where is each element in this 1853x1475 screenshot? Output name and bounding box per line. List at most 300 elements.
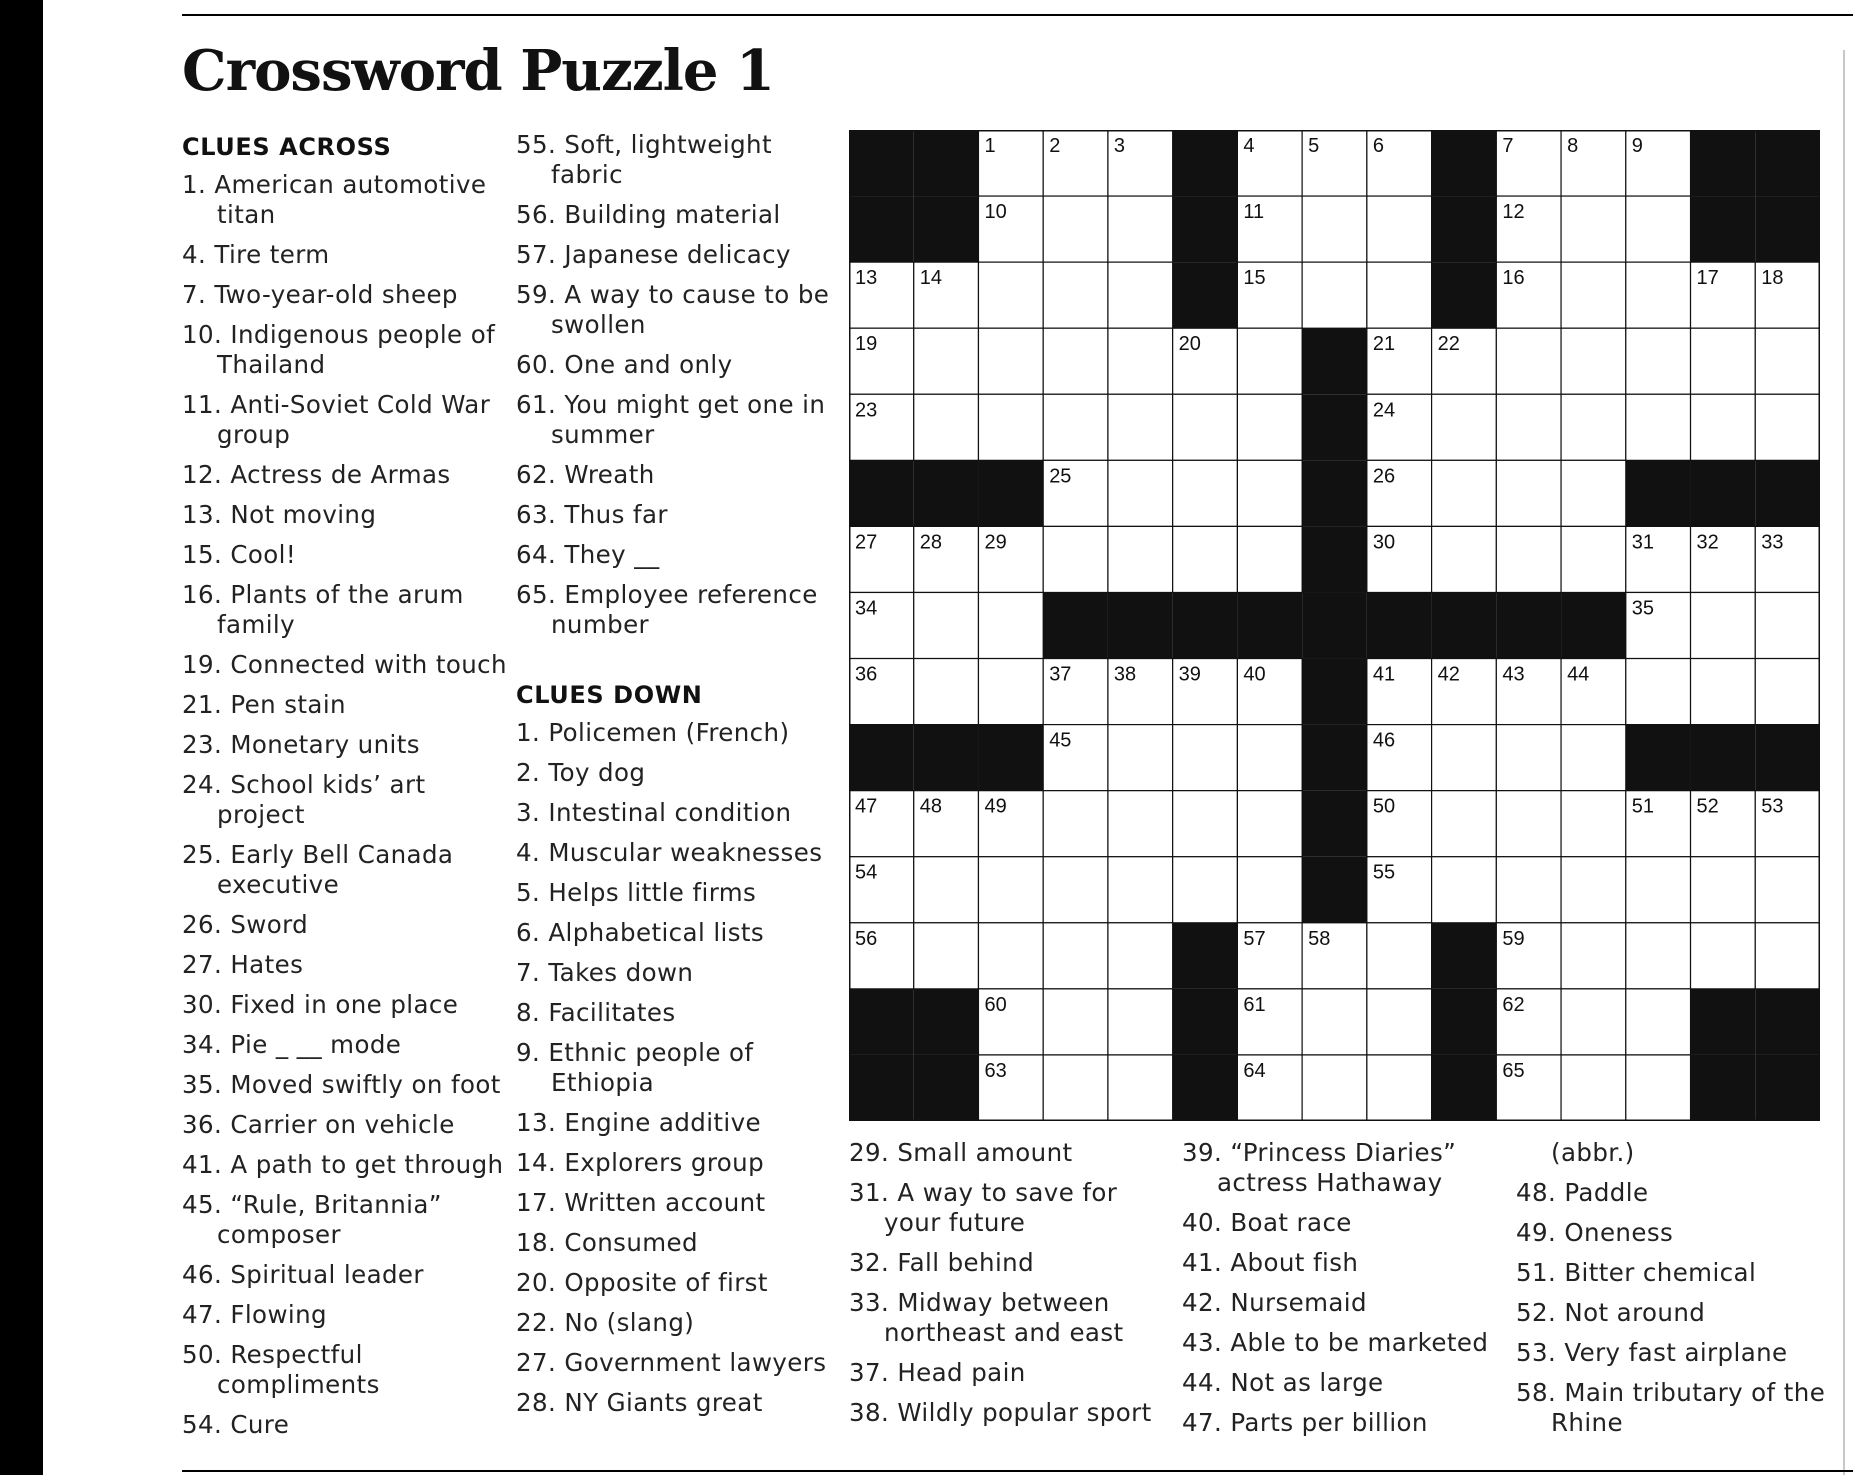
cell-number: 43 xyxy=(1502,663,1525,686)
grid-cell[interactable] xyxy=(1496,725,1561,791)
grid-cell[interactable] xyxy=(1237,526,1302,592)
clue-item: 28. NY Giants great xyxy=(516,1388,763,1417)
cell-number: 63 xyxy=(984,1059,1007,1082)
clue-item: 47. Parts per billion xyxy=(1182,1408,1428,1437)
grid-cell[interactable] xyxy=(1561,791,1626,857)
cell-number: 33 xyxy=(1761,531,1784,554)
cell-number: 48 xyxy=(919,795,942,818)
cell-number: 26 xyxy=(1372,465,1396,488)
clue-item: 9. Ethnic people of Ethiopia xyxy=(516,1038,754,1097)
cell-number: 52 xyxy=(1696,795,1719,818)
grid-cell[interactable] xyxy=(1108,328,1173,394)
clue-item: 4. Tire term xyxy=(182,240,330,269)
bottom-rule xyxy=(182,1470,1853,1472)
grid-cell[interactable] xyxy=(978,659,1043,725)
black-square xyxy=(914,989,979,1055)
clue-item: 45. “Rule, Britannia” composer xyxy=(182,1190,442,1249)
grid-cell[interactable] xyxy=(1108,725,1173,791)
clue-item: 35. Moved swiftly on foot xyxy=(182,1070,501,1099)
grid-cell[interactable] xyxy=(1691,328,1756,394)
cell-number: 34 xyxy=(855,597,878,620)
black-square xyxy=(1302,394,1367,460)
clue-item: 36. Carrier on vehicle xyxy=(182,1110,455,1139)
grid-cell[interactable] xyxy=(1432,460,1497,526)
black-square xyxy=(1561,592,1626,658)
clues-down-column-5 xyxy=(1516,1138,1836,1448)
cell-number: 57 xyxy=(1243,927,1266,950)
grid-cell[interactable] xyxy=(1496,328,1561,394)
grid-cell[interactable] xyxy=(1755,857,1820,923)
clue-item: 34. Pie _ __ mode xyxy=(182,1030,402,1059)
clue-item: 7. Two-year-old sheep xyxy=(182,280,458,309)
clue-item: 19. Connected with touch xyxy=(182,650,507,679)
cell-number: 55 xyxy=(1372,861,1396,884)
black-square xyxy=(849,196,914,262)
clue-item: 24. School kids’ art project xyxy=(182,770,426,829)
grid-cell[interactable] xyxy=(978,328,1043,394)
cell-number: 50 xyxy=(1372,795,1396,818)
cell-number: 23 xyxy=(855,399,878,422)
black-square xyxy=(914,196,979,262)
clue-item: 23. Monetary units xyxy=(182,730,420,759)
clue-item: 7. Takes down xyxy=(516,958,694,987)
grid-cell[interactable] xyxy=(1561,328,1626,394)
clue-item: 1. American automotive titan xyxy=(182,170,487,229)
grid-cell[interactable] xyxy=(1626,262,1691,328)
black-square xyxy=(1432,923,1497,989)
grid-cell[interactable] xyxy=(1691,923,1756,989)
clue-item: 11. Anti-Soviet Cold War group xyxy=(182,390,491,449)
black-square xyxy=(1302,526,1367,592)
clue-item: 26. Sword xyxy=(182,910,309,939)
grid-cell[interactable] xyxy=(1043,857,1108,923)
cell-number: 3 xyxy=(1113,135,1126,157)
grid-cell[interactable] xyxy=(1043,394,1108,460)
grid-cell[interactable] xyxy=(1626,659,1691,725)
clue-continuation: (abbr.) xyxy=(1551,1138,1635,1167)
black-square xyxy=(1626,725,1691,791)
black-square xyxy=(914,460,979,526)
clue-item: 15. Cool! xyxy=(182,540,297,569)
black-square xyxy=(914,725,979,791)
cell-number: 9 xyxy=(1631,135,1643,157)
grid-cell[interactable] xyxy=(1237,725,1302,791)
cell-number: 30 xyxy=(1372,531,1396,554)
black-square xyxy=(1755,460,1820,526)
clue-item: 3. Intestinal condition xyxy=(516,798,792,827)
clue-item: 31. A way to save for your future xyxy=(849,1178,1118,1237)
cell-number: 47 xyxy=(855,795,878,818)
clue-item: 16. Plants of the arum family xyxy=(182,580,464,639)
cell-number: 7 xyxy=(1502,135,1514,157)
clue-item: 10. Indigenous people of Thailand xyxy=(182,320,496,379)
black-square xyxy=(1173,262,1238,328)
grid-cell[interactable] xyxy=(1173,526,1238,592)
cell-number: 6 xyxy=(1372,135,1384,157)
black-square xyxy=(849,460,914,526)
grid-cell[interactable] xyxy=(978,592,1043,658)
black-square xyxy=(914,130,979,196)
clue-item: 48. Paddle xyxy=(1516,1178,1649,1207)
grid-cell[interactable] xyxy=(1237,328,1302,394)
black-square xyxy=(1173,592,1238,658)
grid-cell[interactable] xyxy=(1367,1055,1432,1121)
grid-cell[interactable] xyxy=(1237,460,1302,526)
black-square xyxy=(1432,130,1497,196)
grid-cell[interactable] xyxy=(1043,328,1108,394)
black-square xyxy=(1432,989,1497,1055)
black-square xyxy=(978,725,1043,791)
cell-number: 24 xyxy=(1372,399,1396,422)
grid-cell[interactable] xyxy=(1691,659,1756,725)
black-square xyxy=(849,989,914,1055)
cell-number: 1 xyxy=(984,135,996,157)
grid-cell[interactable] xyxy=(1367,262,1432,328)
grid-cell[interactable] xyxy=(1302,196,1367,262)
left-edge-bar xyxy=(0,0,43,1475)
clue-item: 12. Actress de Armas xyxy=(182,460,451,489)
black-square xyxy=(1302,328,1367,394)
grid-cell[interactable] xyxy=(1755,923,1820,989)
cell-number: 59 xyxy=(1502,927,1525,950)
cell-number: 36 xyxy=(855,663,878,686)
grid-cell[interactable] xyxy=(1302,989,1367,1055)
cell-number: 11 xyxy=(1243,201,1265,224)
black-square xyxy=(1302,659,1367,725)
grid-cell[interactable] xyxy=(1626,857,1691,923)
grid-cell[interactable] xyxy=(1108,989,1173,1055)
grid-cell[interactable] xyxy=(1173,791,1238,857)
grid-cell[interactable] xyxy=(1108,791,1173,857)
grid-cell[interactable] xyxy=(914,923,979,989)
grid-cell[interactable] xyxy=(1691,394,1756,460)
cell-number: 20 xyxy=(1178,333,1201,356)
black-square xyxy=(1108,592,1173,658)
grid-cell[interactable] xyxy=(1108,394,1173,460)
grid-cell[interactable] xyxy=(1561,1055,1626,1121)
grid-cell[interactable] xyxy=(1496,857,1561,923)
clue-item: 41. A path to get through xyxy=(182,1150,504,1179)
grid-cell[interactable] xyxy=(1043,989,1108,1055)
grid-cell[interactable] xyxy=(914,857,979,923)
grid-cell[interactable] xyxy=(1561,262,1626,328)
clue-item: 63. Thus far xyxy=(516,500,668,529)
cell-number: 51 xyxy=(1631,795,1655,818)
cell-number: 54 xyxy=(855,861,878,884)
clue-item: 29. Small amount xyxy=(849,1138,1073,1167)
grid-cell[interactable] xyxy=(1173,857,1238,923)
grid-cell[interactable] xyxy=(1626,394,1691,460)
clue-item: 25. Early Bell Canada executive xyxy=(182,840,454,899)
clue-item: 60. One and only xyxy=(516,350,733,379)
grid-cell[interactable] xyxy=(1108,196,1173,262)
grid-cell[interactable] xyxy=(1561,394,1626,460)
black-square xyxy=(1173,923,1238,989)
black-square xyxy=(1173,196,1238,262)
clue-list xyxy=(849,1138,1169,1428)
black-square xyxy=(1755,1055,1820,1121)
grid-cell[interactable] xyxy=(1432,857,1497,923)
cell-number: 12 xyxy=(1502,201,1525,224)
grid-cell[interactable] xyxy=(1561,857,1626,923)
cell-number: 62 xyxy=(1502,993,1525,1016)
clue-item: 40. Boat race xyxy=(1182,1208,1352,1237)
black-square xyxy=(1237,592,1302,658)
grid-cell[interactable] xyxy=(1626,1055,1691,1121)
clue-item: 50. Respectful compliments xyxy=(182,1340,380,1399)
grid-cell[interactable] xyxy=(1108,923,1173,989)
black-square xyxy=(1302,460,1367,526)
black-square xyxy=(1302,592,1367,658)
clue-item: 13. Not moving xyxy=(182,500,377,529)
grid-cell[interactable] xyxy=(1496,394,1561,460)
grid-cell[interactable] xyxy=(1755,659,1820,725)
grid-cell[interactable] xyxy=(1432,526,1497,592)
grid-cell[interactable] xyxy=(1108,262,1173,328)
grid-cell[interactable] xyxy=(1561,460,1626,526)
clue-item: 1. Policemen (French) xyxy=(516,718,790,747)
grid-cell[interactable] xyxy=(914,328,979,394)
clues-middle-column xyxy=(516,130,841,1428)
grid-cell[interactable] xyxy=(1108,1055,1173,1121)
cell-number: 58 xyxy=(1308,927,1331,950)
clue-item: 64. They __ xyxy=(516,540,660,569)
cell-number: 44 xyxy=(1567,663,1590,686)
clues-down-column-4 xyxy=(1182,1138,1502,1448)
clue-item: 39. “Princess Diaries” actress Hathaway xyxy=(1182,1138,1457,1197)
page-title: Crossword Puzzle 1 xyxy=(182,38,774,104)
clue-list xyxy=(1516,1178,1836,1438)
grid-cell[interactable] xyxy=(1561,725,1626,791)
clue-item: 46. Spiritual leader xyxy=(182,1260,424,1289)
black-square xyxy=(849,1055,914,1121)
cell-number: 5 xyxy=(1308,135,1320,157)
grid-cell[interactable] xyxy=(1626,196,1691,262)
clue-item: 54. Cure xyxy=(182,1410,290,1439)
black-square xyxy=(1755,196,1820,262)
top-rule xyxy=(182,14,1853,16)
black-square xyxy=(849,130,914,196)
clue-list xyxy=(516,718,841,1418)
clue-item: 53. Very fast airplane xyxy=(1516,1338,1788,1367)
clues-down-column-3 xyxy=(849,1138,1169,1438)
cell-number: 2 xyxy=(1049,135,1061,157)
grid-cell[interactable] xyxy=(1367,923,1432,989)
black-square xyxy=(1302,857,1367,923)
cell-number: 35 xyxy=(1631,597,1655,620)
grid-svg xyxy=(849,130,1820,1121)
cell-number: 64 xyxy=(1243,1059,1266,1082)
grid-cell[interactable] xyxy=(914,592,979,658)
grid-cell[interactable] xyxy=(1043,526,1108,592)
black-square xyxy=(1755,989,1820,1055)
clue-item: 22. No (slang) xyxy=(516,1308,695,1337)
clue-item: 30. Fixed in one place xyxy=(182,990,459,1019)
cell-number: 61 xyxy=(1243,993,1266,1016)
clue-item: 52. Not around xyxy=(1516,1298,1706,1327)
grid-cell[interactable] xyxy=(978,857,1043,923)
grid-cell[interactable] xyxy=(1237,791,1302,857)
grid-cell[interactable] xyxy=(914,659,979,725)
cell-number: 22 xyxy=(1437,333,1460,356)
grid-cell[interactable] xyxy=(1173,460,1238,526)
grid-cell[interactable] xyxy=(1496,791,1561,857)
cell-number: 53 xyxy=(1761,795,1784,818)
cell-number: 60 xyxy=(984,993,1007,1016)
grid-cell[interactable] xyxy=(1755,592,1820,658)
grid-cell[interactable] xyxy=(978,262,1043,328)
cell-number: 28 xyxy=(919,531,942,554)
grid-cell[interactable] xyxy=(1691,857,1756,923)
clue-item: 42. Nursemaid xyxy=(1182,1288,1367,1317)
grid-cell[interactable] xyxy=(1302,262,1367,328)
grid-cell[interactable] xyxy=(1043,262,1108,328)
clues-down-heading: CLUES DOWN xyxy=(516,681,703,709)
clue-item: 17. Written account xyxy=(516,1188,766,1217)
grid-cell[interactable] xyxy=(1367,196,1432,262)
grid-cell[interactable] xyxy=(1432,394,1497,460)
black-square xyxy=(1432,1055,1497,1121)
clue-item: 27. Hates xyxy=(182,950,304,979)
cell-number: 18 xyxy=(1761,267,1784,290)
cell-number: 40 xyxy=(1243,663,1266,686)
black-square xyxy=(1173,989,1238,1055)
black-square xyxy=(1432,262,1497,328)
grid-cell[interactable] xyxy=(1626,328,1691,394)
black-square xyxy=(1755,130,1820,196)
cell-number: 45 xyxy=(1049,729,1072,752)
grid-cell[interactable] xyxy=(1561,526,1626,592)
clue-item: 44. Not as large xyxy=(1182,1368,1384,1397)
clue-item: 43. Able to be marketed xyxy=(1182,1328,1489,1357)
grid-cell[interactable] xyxy=(1432,725,1497,791)
cell-number: 15 xyxy=(1243,267,1266,290)
black-square xyxy=(978,460,1043,526)
grid-cell[interactable] xyxy=(1561,989,1626,1055)
grid-cell[interactable] xyxy=(1496,526,1561,592)
grid-cell[interactable] xyxy=(1043,791,1108,857)
clue-item: 32. Fall behind xyxy=(849,1248,1035,1277)
clue-item: 49. Oneness xyxy=(1516,1218,1674,1247)
black-square xyxy=(849,725,914,791)
clue-item: 62. Wreath xyxy=(516,460,655,489)
cell-number: 8 xyxy=(1567,135,1579,157)
black-square xyxy=(914,1055,979,1121)
cell-number: 10 xyxy=(984,201,1007,224)
cell-number: 39 xyxy=(1178,663,1201,686)
black-square xyxy=(1173,130,1238,196)
clue-item: 65. Employee reference number xyxy=(516,580,818,639)
black-square xyxy=(1691,460,1756,526)
black-square xyxy=(1432,196,1497,262)
black-square xyxy=(1691,989,1756,1055)
grid-cell[interactable] xyxy=(1367,989,1432,1055)
clue-list xyxy=(516,130,841,640)
clue-item: 38. Wildly popular sport xyxy=(849,1398,1152,1427)
clue-item: 47. Flowing xyxy=(182,1300,327,1329)
clue-item: 6. Alphabetical lists xyxy=(516,918,765,947)
clue-item: 2. Toy dog xyxy=(516,758,646,787)
grid-cell[interactable] xyxy=(1561,196,1626,262)
grid-cell[interactable] xyxy=(1755,394,1820,460)
black-square xyxy=(1302,725,1367,791)
clue-list xyxy=(182,170,512,1440)
clue-item: 14. Explorers group xyxy=(516,1148,765,1177)
grid-cell[interactable] xyxy=(1043,196,1108,262)
cell-number: 46 xyxy=(1372,729,1396,752)
cell-number: 29 xyxy=(984,531,1007,554)
grid-cell[interactable] xyxy=(1237,857,1302,923)
grid-cell[interactable] xyxy=(914,394,979,460)
grid-cell[interactable] xyxy=(1691,592,1756,658)
grid-cell[interactable] xyxy=(1237,394,1302,460)
cell-number: 56 xyxy=(855,927,878,950)
grid-cell[interactable] xyxy=(1755,328,1820,394)
grid-cell[interactable] xyxy=(1432,791,1497,857)
grid-cell[interactable] xyxy=(1561,923,1626,989)
right-page-edge xyxy=(1843,50,1845,1475)
grid-cell[interactable] xyxy=(1626,923,1691,989)
grid-cell[interactable] xyxy=(1173,394,1238,460)
cell-number: 32 xyxy=(1696,531,1719,554)
black-square xyxy=(1432,592,1497,658)
clue-item: 58. Main tributary of the Rhine xyxy=(1516,1378,1826,1437)
clue-item: 18. Consumed xyxy=(516,1228,698,1257)
grid-cell[interactable] xyxy=(978,394,1043,460)
cell-number: 38 xyxy=(1113,663,1137,686)
clue-item: 8. Facilitates xyxy=(516,998,676,1027)
black-square xyxy=(1755,725,1820,791)
grid-cell[interactable] xyxy=(1043,923,1108,989)
cell-number: 42 xyxy=(1437,663,1460,686)
black-square xyxy=(1043,592,1108,658)
cell-number: 49 xyxy=(984,795,1007,818)
black-square xyxy=(1173,1055,1238,1121)
grid-cell[interactable] xyxy=(1043,1055,1108,1121)
grid-cell[interactable] xyxy=(1108,526,1173,592)
cell-number: 27 xyxy=(855,531,878,554)
clue-item: 59. A way to cause to be swollen xyxy=(516,280,830,339)
cell-number: 65 xyxy=(1502,1059,1525,1082)
grid-cell[interactable] xyxy=(1302,1055,1367,1121)
clue-item: 21. Pen stain xyxy=(182,690,346,719)
crossword-grid[interactable] xyxy=(849,130,1820,1121)
grid-cell[interactable] xyxy=(1108,857,1173,923)
clues-across-column xyxy=(182,130,512,1450)
clue-item: 33. Midway between northeast and east xyxy=(849,1288,1124,1347)
black-square xyxy=(1691,725,1756,791)
black-square xyxy=(1691,1055,1756,1121)
cell-number: 14 xyxy=(919,267,942,290)
clue-item: 13. Engine additive xyxy=(516,1108,762,1137)
cell-number: 37 xyxy=(1049,663,1072,686)
grid-cell[interactable] xyxy=(1108,460,1173,526)
clue-item: 55. Soft, lightweight fabric xyxy=(516,130,772,189)
grid-cell[interactable] xyxy=(1496,460,1561,526)
clue-item: 4. Muscular weaknesses xyxy=(516,838,823,867)
clue-item: 56. Building material xyxy=(516,200,781,229)
grid-cell[interactable] xyxy=(1626,989,1691,1055)
clue-item: 61. You might get one in summer xyxy=(516,390,826,449)
cell-number: 21 xyxy=(1372,333,1396,356)
clue-item: 57. Japanese delicacy xyxy=(516,240,791,269)
grid-cell[interactable] xyxy=(978,923,1043,989)
grid-cell[interactable] xyxy=(1173,725,1238,791)
black-square xyxy=(1367,592,1432,658)
cell-number: 13 xyxy=(855,267,878,290)
section-gap xyxy=(516,650,841,678)
cell-number: 4 xyxy=(1243,135,1255,157)
